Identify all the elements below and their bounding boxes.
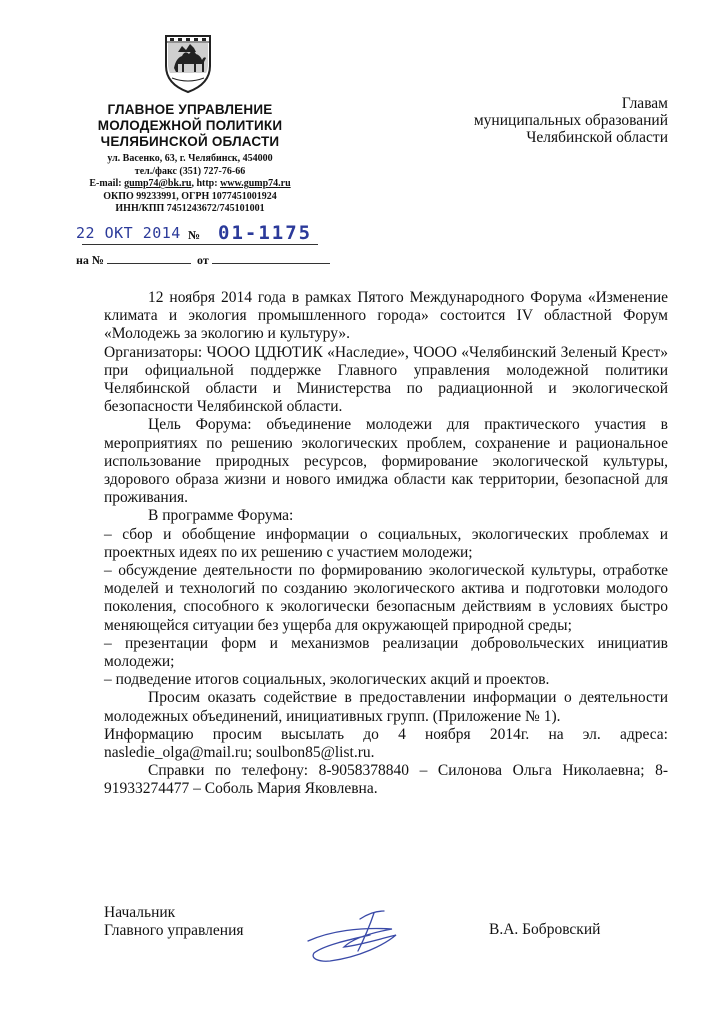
- registration-stamp: [68, 222, 328, 248]
- signatory-title: [104, 904, 244, 940]
- handwritten-signature-icon: [300, 905, 420, 965]
- ref-date-blank: [212, 253, 330, 264]
- org-inn: ИНН/КПП 7451243672/745101001: [115, 203, 265, 214]
- ref-from-label: от: [196, 253, 209, 267]
- org-phone: тел./факс (351) 727-76-66: [134, 165, 246, 177]
- list-item: – сбор и обобщение информации о социальных, экологических проблемах и проектных идеях по их решению с участием молодежи;: [104, 525, 668, 561]
- ref-label: на №: [76, 253, 104, 267]
- list-item: – презентации форм и механизмов реализации добровольческих инициатив молодежи;: [104, 634, 668, 671]
- organization-details: [70, 153, 310, 216]
- org-line: ЧЕЛЯБИНСКОЙ ОБЛАСТИ: [100, 134, 280, 149]
- addressee-line: Главам: [621, 95, 668, 112]
- addressee-line: муниципальных образований: [473, 112, 668, 129]
- organization-name: [80, 102, 300, 150]
- stamp-underline: [82, 244, 318, 245]
- number-label: №: [188, 228, 201, 242]
- org-contacts: [70, 178, 310, 191]
- ref-number-blank: [107, 253, 191, 264]
- paragraph-forum-date: 12 ноября 2014 года в рамках Пятого Международного Форума «Изменение климата и экология промышленного города» состоится IV областной Форум «Молодежь за экологию и культуру».: [104, 289, 668, 343]
- paragraph-contacts: Справки по телефону: 8-9058378840 – Силонова Ольга Николаевна; 8-91933274477 – Соболь Мария Яковлевна.: [104, 762, 668, 798]
- http-label: , http:: [191, 178, 221, 189]
- signatory-title-line: Главного управления: [104, 922, 244, 939]
- letter-body: [104, 289, 668, 799]
- website-link[interactable]: www.gump74.ru: [220, 178, 291, 189]
- stamp-date: 22 ОКТ 2014: [76, 224, 181, 242]
- paragraph-send-info: Информацию просим высылать до 4 ноября 2014г. на эл. адреса: nasledie_olga@mail.ru; soulbon85@list.ru.: [104, 725, 668, 762]
- org-okpo: ОКПО 99233991, ОГРН 1077451001924: [103, 190, 277, 202]
- signatory-name: В.А. Бобровский: [489, 921, 601, 938]
- email-label: E-mail:: [89, 178, 125, 189]
- paragraph-program-heading: В программе Форума:: [148, 507, 294, 525]
- org-line: ГЛАВНОЕ УПРАВЛЕНИЕ: [107, 102, 273, 117]
- email-link[interactable]: gump74@bk.ru: [124, 178, 192, 189]
- org-address: ул. Васенко, 63, г. Челябинск, 454000: [107, 153, 273, 164]
- paragraph-goal: Цель Форума: объединение молодежи для практического участия в мероприятиях по решению экологических проблем, сохранение и рациональное использование природных ресурсов, формирование экологической культуры, здорового образа жизни и нового имиджа области как территории, безопасной для проживания.: [104, 416, 668, 507]
- list-item: – обсуждение деятельности по формированию экологической культуры, отработке моделей и технологий по созданию экологического актива и подготовки молодого поколения, способного к экологически безопасным действиям в условиях быстро меняющейся ситуации без ущерба для окружающей природной среды;: [104, 562, 668, 634]
- stamp-number: 01-1175: [218, 222, 313, 244]
- coat-of-arms-icon: [160, 28, 216, 94]
- signatory-title-line: Начальник: [104, 904, 176, 921]
- list-item: – подведение итогов социальных, экологических акций и проектов.: [104, 671, 550, 689]
- addressee-block: [474, 95, 668, 146]
- paragraph-organizers: Организаторы: ЧООО ЦДЮТИК «Наследие», ЧООО «Челябинский Зеленый Крест» при официальной поддержке Главного управления молодежной политики Челябинской области и Министерства по радиационной и экологической безопасности Челябинской области.: [104, 343, 668, 416]
- reference-row: [76, 253, 330, 268]
- org-line: МОЛОДЕЖНОЙ ПОЛИТИКИ: [97, 118, 283, 133]
- addressee-line: Челябинской области: [526, 129, 668, 146]
- paragraph-request: Просим оказать содействие в предоставлении информации о деятельности молодежных объединений, инициативных групп. (Приложение № 1).: [104, 689, 668, 725]
